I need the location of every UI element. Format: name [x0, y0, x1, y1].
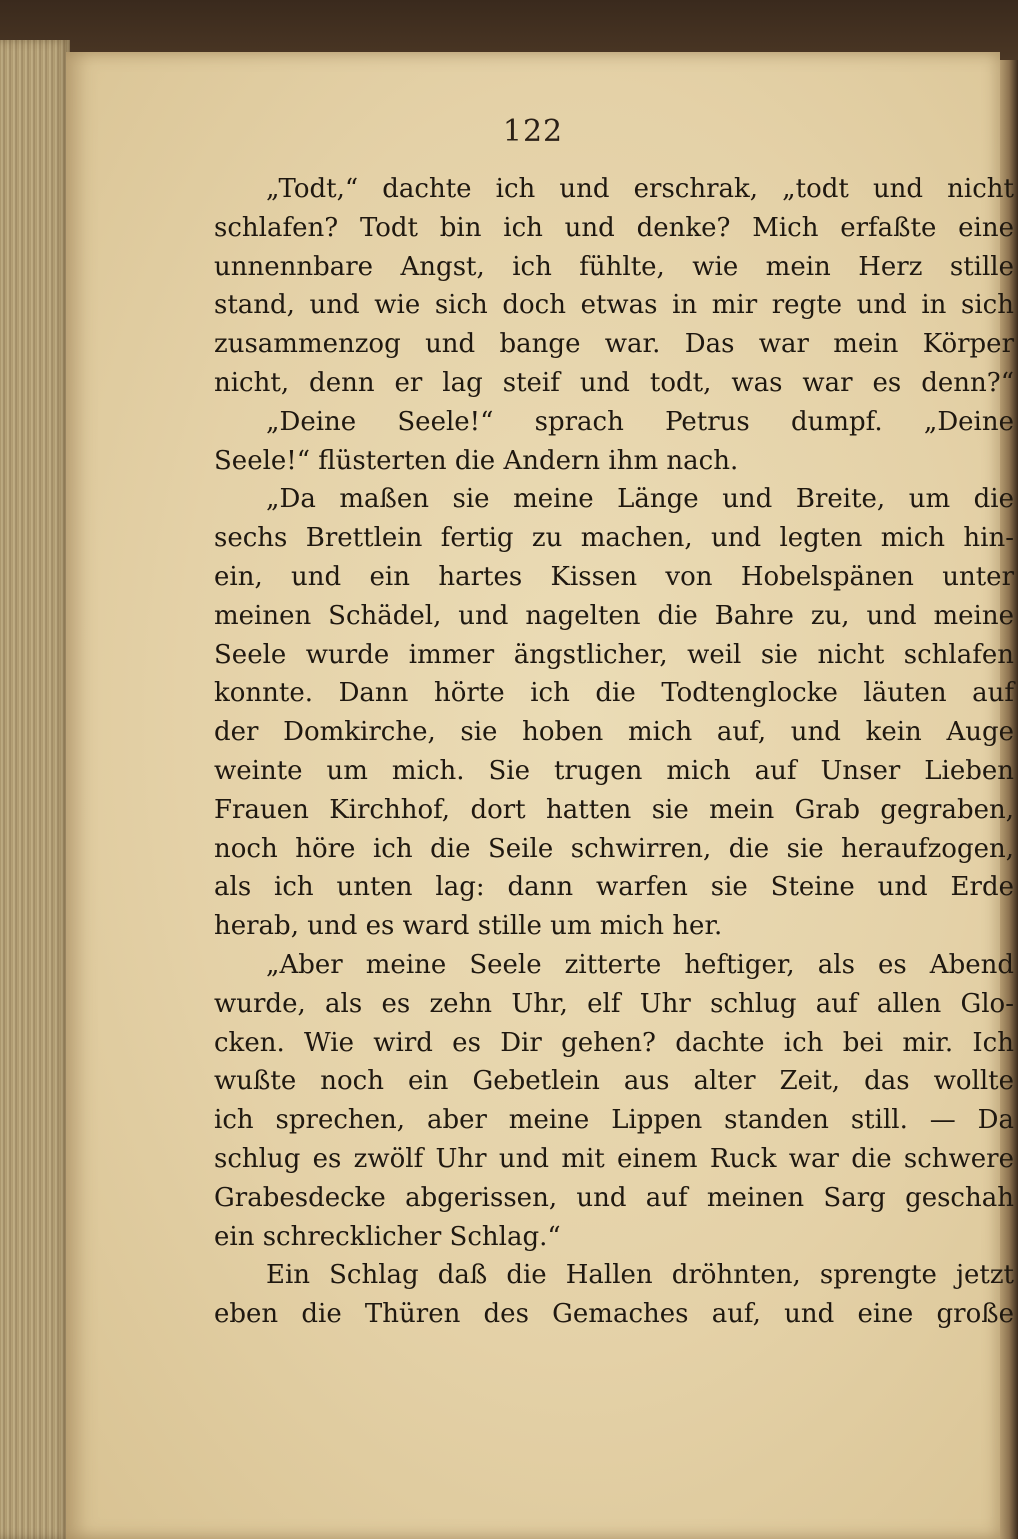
text-line: eben die Thüren des Gemaches auf, und eine große — [214, 1299, 1014, 1330]
text-line: als ich unten lag: dann warfen sie Steine und Erde — [214, 872, 1014, 903]
text-line: noch höre ich die Seile schwirren, die sie heraufzogen, — [214, 833, 1014, 864]
text-line: meinen Schädel, und nagelten die Bahre zu, und meine — [214, 600, 1014, 631]
page-text — [214, 170, 1014, 1334]
text-line: wußte noch ein Gebetlein aus alter Zeit, das wollte — [214, 1066, 1014, 1097]
page-number: 122 — [502, 114, 564, 149]
text-line: Seele!“ flüsterten die Andern ihm nach. — [214, 445, 739, 476]
text-line: schlug es zwölf Uhr und mit einem Ruck war die schwere — [214, 1143, 1014, 1174]
text-line: konnte. Dann hörte ich die Todtenglocke läuten auf — [214, 678, 1014, 709]
text-line: Ein Schlag daß die Hallen dröhnten, sprengte jetzt — [266, 1260, 1014, 1291]
text-line: stand, und wie sich doch etwas in mir regte und in sich — [214, 290, 1014, 321]
text-line: „Aber meine Seele zitterte heftiger, als es Abend — [266, 949, 1014, 980]
page-stack-left-edge — [0, 40, 70, 1539]
text-line: der Domkirche, sie hoben mich auf, und kein Auge — [214, 717, 1014, 748]
book-page — [66, 52, 1014, 1539]
text-line: sechs Brettlein fertig zu machen, und legten mich hin- — [214, 523, 1014, 554]
text-line: herab, und es ward stille um mich her. — [214, 911, 723, 942]
text-line: Grabesdecke abgerissen, und auf meinen Sarg geschah — [214, 1182, 1014, 1213]
text-line: Frauen Kirchhof, dort hatten sie mein Grab gegraben, — [214, 794, 1014, 825]
text-line: nicht, denn er lag steif und todt, was war es denn?“ — [214, 367, 1014, 398]
text-line: weinte um mich. Sie trugen mich auf Unser Lieben — [214, 755, 1014, 786]
text-line: „Todt,“ dachte ich und erschrak, „todt und nicht — [266, 174, 1014, 204]
text-line: Seele wurde immer ängstlicher, weil sie nicht schlafen — [214, 639, 1014, 670]
book-cover-top-edge — [0, 0, 1018, 60]
text-line: ein schrecklicher Schlag.“ — [214, 1221, 561, 1252]
text-line: wurde, als es zehn Uhr, elf Uhr schlug auf allen Glo- — [214, 988, 1014, 1019]
text-line: unnennbare Angst, ich fühlte, wie mein Herz stille — [214, 251, 1014, 282]
text-line: ein, und ein hartes Kissen von Hobelspänen unter — [214, 561, 1014, 592]
text-line: cken. Wie wird es Dir gehen? dachte ich bei mir. Ich — [214, 1027, 1014, 1058]
text-line: schlafen? Todt bin ich und denke? Mich erfaßte eine — [214, 212, 1014, 243]
text-line: zusammenzog und bange war. Das war mein Körper — [214, 329, 1014, 360]
text-line: „Da maßen sie meine Länge und Breite, um die — [266, 484, 1014, 515]
text-line: ich sprechen, aber meine Lippen standen still. — Da — [214, 1105, 1014, 1136]
text-line: „Deine Seele!“ sprach Petrus dumpf. „Deine — [266, 406, 1014, 437]
